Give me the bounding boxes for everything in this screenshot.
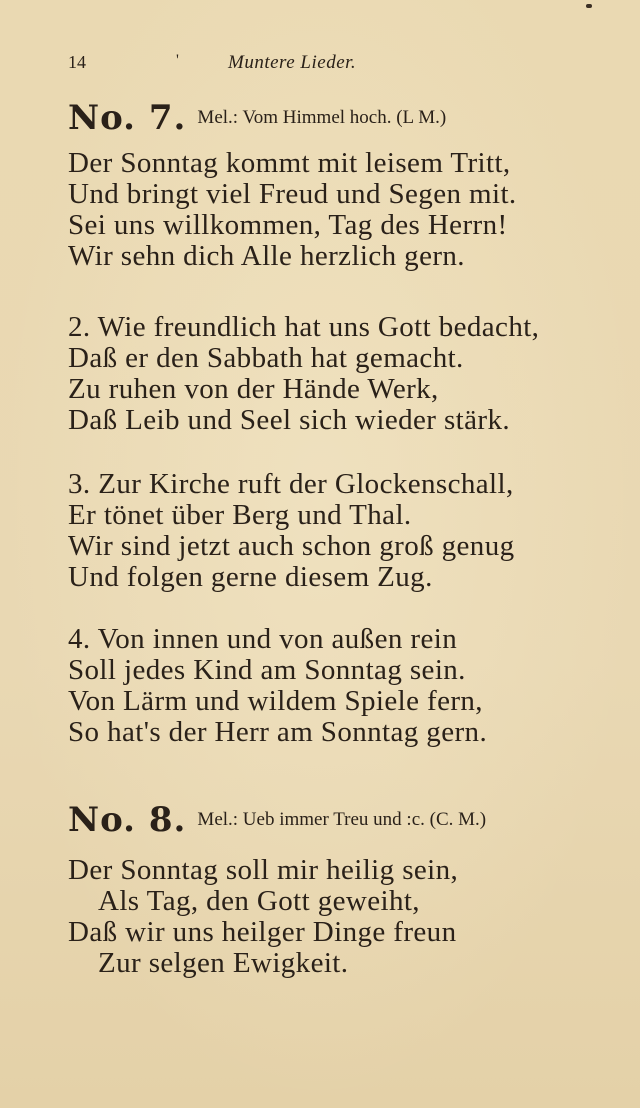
hymn-8-stanza-1 bbox=[68, 855, 598, 979]
hymn-7-stanza-4 bbox=[68, 624, 598, 748]
page-header bbox=[68, 52, 588, 82]
verse-line: Daß wir uns heilger Dinge freun bbox=[68, 916, 457, 948]
hymn-number: No. 7. bbox=[68, 98, 187, 138]
verse-line: Der Sonntag soll mir heilig sein, bbox=[68, 854, 459, 886]
hymn-7-heading bbox=[68, 98, 588, 138]
verse-line: Er tönet über Berg und Thal. bbox=[68, 499, 412, 531]
verse-line: Zu ruhen von der Hände Werk, bbox=[68, 373, 439, 405]
verse-line: So hat's der Herr am Sonntag gern. bbox=[68, 716, 488, 748]
hymn-melody: Mel.: Vom Himmel hoch. (L M.) bbox=[197, 107, 447, 128]
verse-line: 3. Zur Kirche ruft der Glockenschall, bbox=[68, 468, 514, 500]
page-number: 14 bbox=[68, 52, 86, 72]
verse-line: 2. Wie freundlich hat uns Gott bedacht, bbox=[68, 311, 540, 343]
header-tick-mark: ' bbox=[176, 52, 179, 69]
verse-line: Wir sehn dich Alle herzlich gern. bbox=[68, 240, 465, 272]
verse-line: 4. Von innen und von außen rein bbox=[68, 623, 458, 655]
verse-line: Daß Leib und Seel sich wieder stärk. bbox=[68, 404, 511, 436]
page-edge-mark bbox=[586, 4, 592, 8]
hymn-7-stanza-1 bbox=[68, 148, 598, 272]
verse-line: Sei uns willkommen, Tag des Herrn! bbox=[68, 209, 508, 241]
hymn-7-stanza-2 bbox=[68, 312, 598, 436]
running-head: Muntere Lieder. bbox=[228, 52, 357, 73]
hymn-melody: Mel.: Ueb immer Treu und :c. (C. M.) bbox=[197, 809, 487, 830]
verse-line: Daß er den Sabbath hat gemacht. bbox=[68, 342, 464, 374]
hymn-7-stanza-3 bbox=[68, 469, 598, 593]
hymn-number: No. 8. bbox=[68, 800, 187, 840]
verse-line: Und folgen gerne diesem Zug. bbox=[68, 561, 433, 593]
verse-line: Und bringt viel Freud und Segen mit. bbox=[68, 178, 517, 210]
verse-line: Wir sind jetzt auch schon groß genug bbox=[68, 530, 515, 562]
hymn-8-heading bbox=[68, 800, 588, 840]
verse-line: Der Sonntag kommt mit leisem Tritt, bbox=[68, 147, 511, 179]
verse-line: Von Lärm und wildem Spiele fern, bbox=[68, 685, 483, 717]
verse-line: Zur selgen Ewigkeit. bbox=[98, 947, 349, 979]
verse-line: Als Tag, den Gott geweiht, bbox=[98, 885, 420, 917]
verse-line: Soll jedes Kind am Sonntag sein. bbox=[68, 654, 466, 686]
